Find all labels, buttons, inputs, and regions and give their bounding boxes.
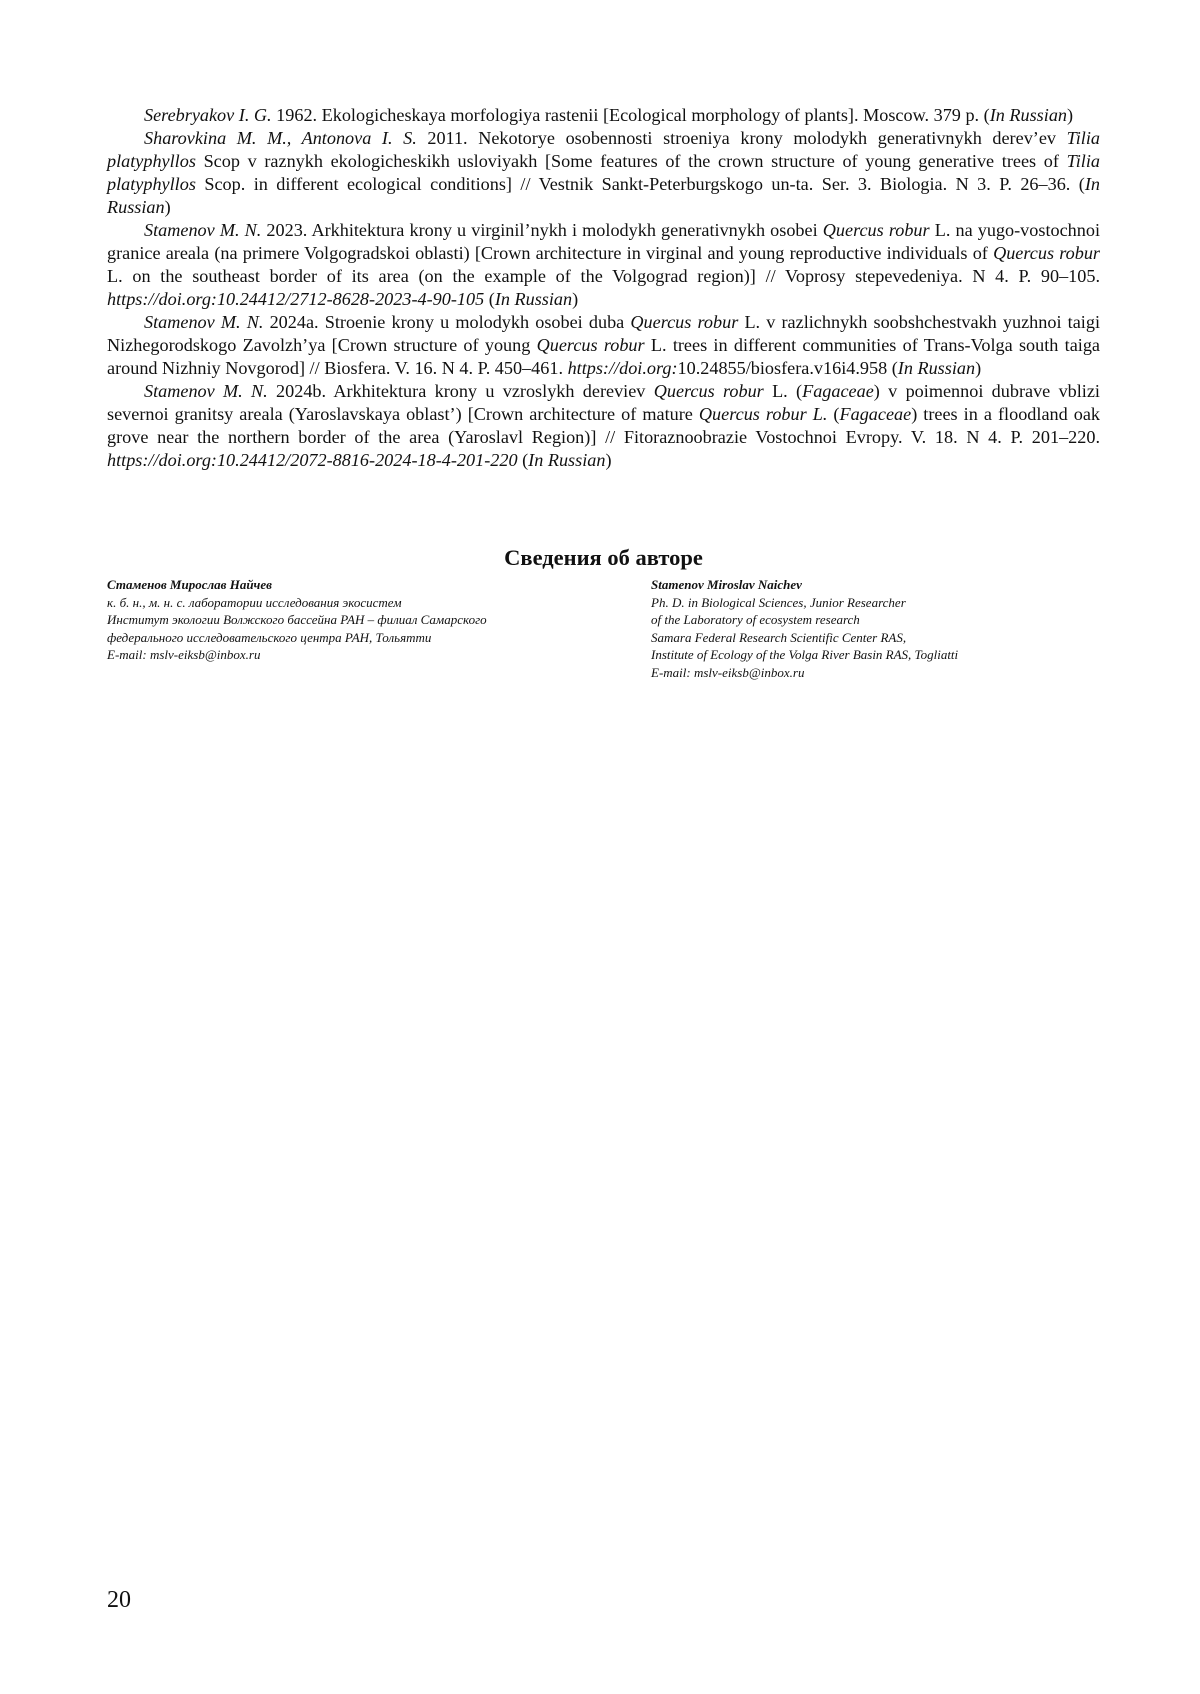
author-degree-en: Ph. D. in Biological Sciences, Junior Researcher [651,594,1131,612]
author-info-en [651,576,1131,681]
reference-text: ) [165,197,171,217]
reference-text: Quercus robur [993,243,1100,263]
reference-text: L. ( [764,381,802,401]
reference-text: 2023. Arkhitektura krony u virginil’nykh i molodykh generativnykh osobei [261,220,822,240]
author-affiliation-en: Institute of Ecology of the Volga River Basin RAS, Togliatti [651,646,1131,664]
reference-text: L. v razlichnykh soobshchestvakh yuzhnoi taigi Nizhegorodskogo Zavolzh’ya [Crown structure of young [107,312,1100,355]
author-affiliation-ru: Институт экологии Волжского бассейна РАН – филиал Самарского [107,611,607,629]
author-name-ru: Стаменов Мирослав Найчев [107,576,607,594]
reference-text: ) [975,358,981,378]
reference-text: ) [1067,105,1073,125]
author-affiliation-en: Samara Federal Research Scientific Center RAS, [651,629,1131,647]
reference-text: Quercus robur [823,220,930,240]
reference-text: 2024a. Stroenie krony u molodykh osobei duba [263,312,630,332]
reference-text: Sharovkina M. M., Antonova I. S. [144,128,417,148]
reference-text: https://doi.org:10.24412/2712-8628-2023-4-90-105 [107,289,484,309]
reference-entry [107,380,1100,472]
reference-text: Quercus robur L. [699,404,827,424]
reference-text: 2024b. Arkhitektura krony u vzroslykh dereviev [268,381,654,401]
author-name-en: Stamenov Miroslav Naichev [651,576,1131,594]
reference-text: 2011. Nekotorye osobennosti stroeniya krony molodykh generativnykh derev’ev [417,128,1067,148]
reference-text: Fagaceae [840,404,912,424]
reference-text: https://doi.org:10.24412/2072-8816-2024-18-4-201-220 [107,450,518,470]
reference-text: Quercus robur [630,312,738,332]
reference-text: Stamenov M. N. [144,220,261,240]
reference-text: In Russian [990,105,1067,125]
reference-text: Scop v raznykh ekologicheskikh usloviyakh [Some features of the crown structure of young generative trees of [196,151,1067,171]
reference-text: In Russian [107,174,1100,217]
author-email-ru: E-mail: mslv-eiksb@inbox.ru [107,646,607,664]
reference-text: Quercus robur [654,381,764,401]
page-number: 20 [107,1586,131,1614]
reference-text: L. na yugo-vostochnoi granice areala (na primere Volgogradskoi oblasti) [Crown architecture in virginal and young reproductive individuals of [107,220,1100,263]
reference-text: https://doi.org: [568,358,678,378]
reference-text: ( [518,450,529,470]
reference-text: ) [572,289,578,309]
author-section-title: Сведения об авторе [107,544,1100,572]
reference-text: Serebryakov I. G. [144,105,272,125]
reference-text: Scop. in different ecological conditions] // Vestnik Sankt-Peterburgskogo un-ta. Ser. 3. Biologia. N 3. P. 26–36. ( [196,174,1085,194]
reference-entry [107,104,1100,127]
reference-text: ) [605,450,611,470]
reference-text: ) v poimennoi dubrave vblizi severnoi granitsy areala (Yaroslavskaya oblast’) [Crown architecture of mature [107,381,1100,424]
reference-text: In Russian [495,289,572,309]
reference-text: Fagaceae [802,381,874,401]
reference-text: In Russian [528,450,605,470]
reference-text: Stamenov M. N. [144,312,263,332]
author-degree-ru: к. б. н., м. н. с. лаборатории исследования экосистем [107,594,607,612]
reference-text: ( [827,404,839,424]
reference-text: 10.24855/biosfera.v16i4.958 ( [678,358,898,378]
reference-text: In Russian [898,358,975,378]
reference-text: L. on the southeast border of its area (on the example of the Volgograd region)] // Voprosy stepevedeniya. N 4. P. 90–105. [107,266,1100,286]
reference-entry [107,311,1100,380]
reference-entry [107,219,1100,311]
reference-text: Stamenov M. N. [144,381,268,401]
reference-text: 1962. Ekologicheskaya morfologiya rastenii [Ecological morphology of plants]. Moscow. 379 p. ( [272,105,990,125]
author-email-en: E-mail: mslv-eiksb@inbox.ru [651,664,1131,682]
reference-text: L. trees in different communities of Trans-Volga south taiga around Nizhniy Novgorod] // Biosfera. V. 16. N 4. P. 450–461. [107,335,1100,378]
author-affiliation-en: of the Laboratory of ecosystem research [651,611,1131,629]
reference-text: Tilia platyphyllos [107,151,1100,194]
reference-text: Quercus robur [537,335,645,355]
author-affiliation-ru: федерального исследовательского центра РАН, Тольятти [107,629,607,647]
reference-list [107,104,1100,472]
reference-entry [107,127,1100,219]
reference-text: ( [484,289,495,309]
reference-text: Tilia platyphyllos [107,128,1100,171]
reference-text: ) trees in a floodland oak grove near the northern border of the area (Yaroslavl Region)] // Fitoraznoobrazie Vostochnoi Evropy. V. 18. N 4. P. 201–220. [107,404,1100,447]
author-info-ru [107,576,607,664]
